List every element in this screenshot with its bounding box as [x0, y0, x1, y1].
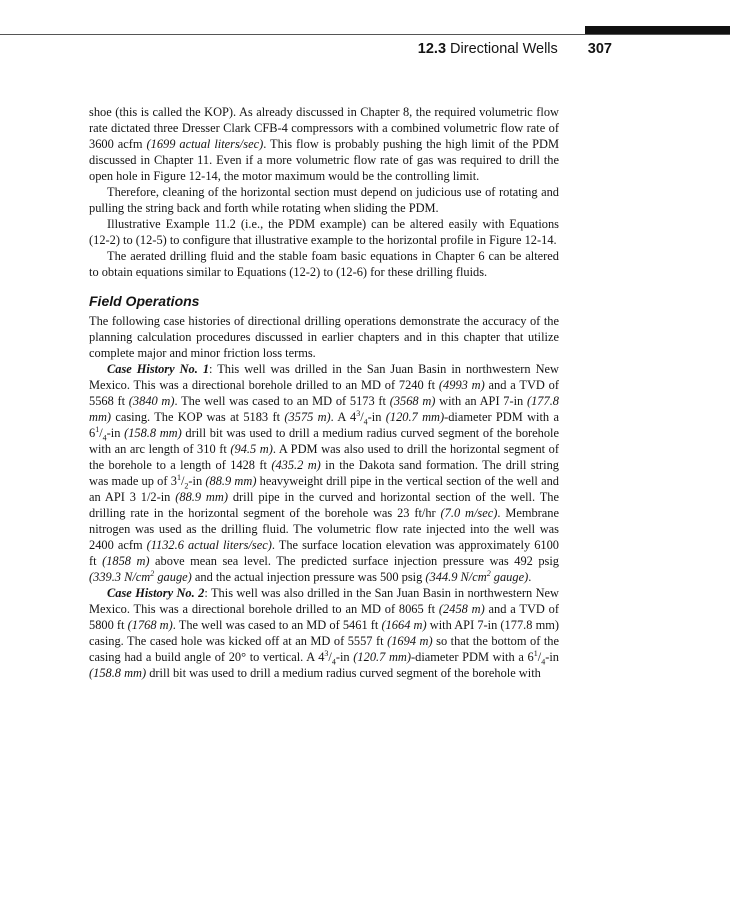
case-label: Case History No. 2: [107, 586, 205, 600]
paragraph: shoe (this is called the KOP). As already discussed in Chapter 8, the required volumetric flow rate dictated three Dresser Clark CFB-4 compressors with a combined volumetric flow rate of 3600 acfm (1699 actual liters/sec). This flow is probably pushing the high limit of the PDM discussed in Chapter 11. Even if a more volumetric flow rate of gas was required to drill the open hole in Figure 12-14, the motor maximum would be the controlling limit.: [89, 105, 559, 183]
section-number: 12.3: [417, 41, 447, 57]
page-number: 307: [587, 41, 612, 57]
paragraph: The aerated drilling fluid and the stable foam basic equations in Chapter 6 can be altered to obtain equations similar to Equations (12-2) to (12-6) for these drilling fluids.: [89, 249, 559, 279]
case-history-2: Case History No. 2: This well was also drilled in the San Juan Basin in northwestern New Mexico. This was a directional borehole drilled to an MD of 8065 ft (2458 m) and a TVD of 5800 ft (1768 m). The well was cased to an MD of 5461 ft (1664 m) with API 7-in (177.8 mm) casing. The cased hole was kicked off at an MD of 5557 ft (1694 m) so that the bottom of the casing had a build angle of 20° to vertical. A $4^3/_4-in$ (120.7 mm)-diameter PDM with a $6^1/_4-in$ (158.8 mm) drill bit was used to drill a medium radius curved segment of the borehole with: [89, 586, 559, 680]
section-title: Directional Wells: [450, 41, 558, 57]
case-history-1: Case History No. 1: This well was drilled in the San Juan Basin in northwestern New Mexico. This was a directional borehole drilled to an MD of 7240 ft (4993 m) and a TVD of 5568 ft (3840 m). The well was cased to an MD of 5173 ft (3568 m) with an API 7-in (177.8 mm) casing. The KOP was at 5183 ft (3575 m). A $4^3/_4-in$ (120.7 mm)-diameter PDM with a $6^1/_4-in$ (158.8 mm) drill bit was used to drill a medium radius curved segment of the borehole with an arc length of 310 ft (94.5 m). A PDM was also used to drill the horizontal segment of the borehole to a length of 1428 ft (435.2 m) in the Dakota sand formation. The drill string was made up of $3^1/_2-in$ (88.9 mm) heavyweight drill pipe in the vertical section of the well and an API 3 1/2-in (88.9 mm) drill pipe in the curved and horizontal section of the well. The drilling rate in the horizontal segment of the borehole was 23 ft/hr (7.0 m/sec). Membrane nitrogen was used as the drilling fluid. The volumetric flow rate injected into the well was 2400 acfm (1132.6 actual liters/sec). The surface location elevation was approximately 6100 ft (1858 m) above mean sea level. The predicted surface injection pressure was 492 psig (339.3 $N/cm^2$ gauge) and the actual injection pressure was 500 psig (344.9 $N/cm^2$ gauge).: [89, 362, 560, 584]
section-heading: Field Operations: [89, 293, 200, 309]
running-head: [0, 40, 612, 58]
header-rule: [0, 34, 730, 35]
paragraph: Illustrative Example 11.2 (i.e., the PDM example) can be altered easily with Equations (12-2) to (12-5) to configure that illustrative example to the horizontal profile in Figure 12-14.: [89, 217, 559, 247]
case-label: Case History No. 1: [107, 362, 210, 376]
body-text: [89, 104, 559, 681]
paragraph: Therefore, cleaning of the horizontal section must depend on judicious use of rotating and pulling the string back and forth while rotating when sliding the PDM.: [89, 185, 559, 215]
paragraph: The following case histories of directional drilling operations demonstrate the accuracy of the planning calculation procedures discussed in earlier chapters and in this chapter that utilize complete major and minor friction loss terms.: [89, 314, 559, 360]
